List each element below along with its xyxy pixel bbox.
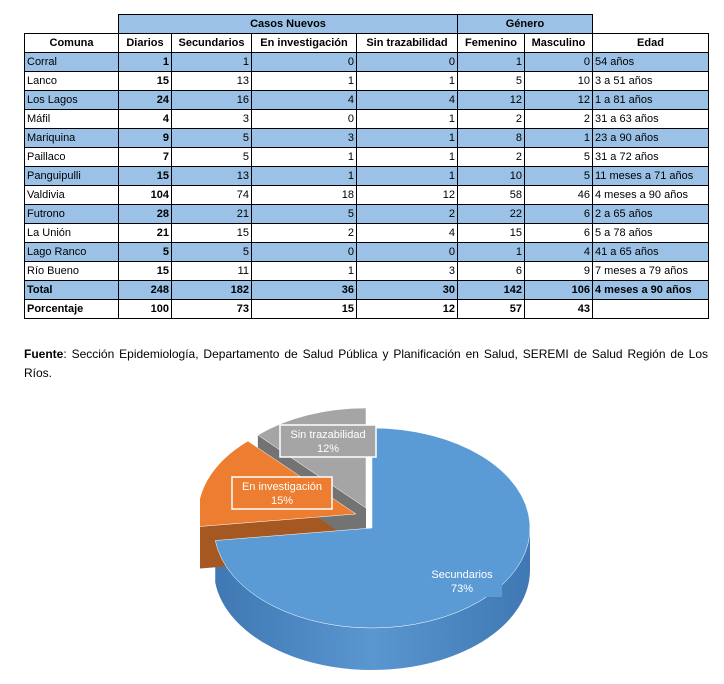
cell-comuna: Río Bueno — [25, 262, 119, 281]
cell-masculino: 46 — [525, 186, 593, 205]
cell-secundarios: 16 — [172, 91, 252, 110]
percentage-row — [25, 300, 709, 319]
cell-edad: 31 a 63 años — [593, 110, 709, 129]
cell-sin-trazabilidad: 0 — [357, 53, 458, 72]
cell-comuna: Máfil — [25, 110, 119, 129]
cell-femenino: 1 — [458, 243, 525, 262]
cell-comuna: Los Lagos — [25, 91, 119, 110]
cell-secundarios: 1 — [172, 53, 252, 72]
cell-secundarios: 74 — [172, 186, 252, 205]
cell-investigacion: 0 — [252, 243, 357, 262]
cell-sin-trazabilidad: 3 — [357, 262, 458, 281]
cell-edad: 11 meses a 71 años — [593, 167, 709, 186]
column-header-row — [25, 34, 709, 53]
cell-secundarios: 73 — [172, 300, 252, 319]
pie-label-sin-trazabilidad — [280, 425, 376, 457]
pie-label-name: En investigación — [241, 481, 323, 493]
cell-femenino: 12 — [458, 91, 525, 110]
cell-comuna: Total — [25, 281, 119, 300]
cases-table-body — [25, 15, 709, 319]
pie-label-value: 12% — [316, 443, 340, 455]
cell-masculino: 43 — [525, 300, 593, 319]
cell-sin-trazabilidad: 1 — [357, 148, 458, 167]
pie-label-secundarios — [422, 565, 502, 597]
cell-investigacion: 0 — [252, 53, 357, 72]
pie-label-name: Secundarios — [431, 569, 493, 581]
total-row — [25, 281, 709, 300]
cell-femenino: 1 — [458, 53, 525, 72]
source-text: : Sección Epidemiología, Departamento de Salud Pública y Planificación en Salud, SEREMI de Salud Región de Los Ríos. — [24, 347, 708, 380]
cell-comuna: La Unión — [25, 224, 119, 243]
table-row — [25, 110, 709, 129]
cell-edad: 4 meses a 90 años — [593, 186, 709, 205]
cell-sin-trazabilidad: 12 — [357, 300, 458, 319]
cell-sin-trazabilidad: 30 — [357, 281, 458, 300]
cell-diarios: 100 — [119, 300, 172, 319]
col-header-comuna: Comuna — [25, 34, 119, 53]
cell-masculino: 10 — [525, 72, 593, 91]
table-row — [25, 205, 709, 224]
cell-masculino: 0 — [525, 53, 593, 72]
cell-masculino: 1 — [525, 129, 593, 148]
cell-masculino: 9 — [525, 262, 593, 281]
pie-label-value: 73% — [450, 583, 474, 595]
cell-diarios: 21 — [119, 224, 172, 243]
cell-comuna: Valdivia — [25, 186, 119, 205]
cell-edad: 2 a 65 años — [593, 205, 709, 224]
cell-diarios: 104 — [119, 186, 172, 205]
cell-diarios: 5 — [119, 243, 172, 262]
cell-masculino: 6 — [525, 205, 593, 224]
cell-investigacion: 1 — [252, 262, 357, 281]
cell-secundarios: 13 — [172, 167, 252, 186]
cell-investigacion: 1 — [252, 72, 357, 91]
cell-masculino: 106 — [525, 281, 593, 300]
cell-sin-trazabilidad: 4 — [357, 224, 458, 243]
cell-investigacion: 4 — [252, 91, 357, 110]
cell-sin-trazabilidad: 12 — [357, 186, 458, 205]
cell-femenino: 142 — [458, 281, 525, 300]
cell-femenino: 2 — [458, 110, 525, 129]
cell-comuna: Futrono — [25, 205, 119, 224]
table-row — [25, 53, 709, 72]
cases-table — [24, 14, 709, 319]
table-row — [25, 186, 709, 205]
group-header-row — [25, 15, 709, 34]
cell-diarios: 1 — [119, 53, 172, 72]
cell-sin-trazabilidad: 4 — [357, 91, 458, 110]
cell-secundarios: 13 — [172, 72, 252, 91]
cell-comuna: Paillaco — [25, 148, 119, 167]
table-row — [25, 262, 709, 281]
source-note — [24, 345, 708, 383]
cell-comuna: Lago Ranco — [25, 243, 119, 262]
pie-label-en-investigación — [232, 477, 332, 509]
cell-diarios: 15 — [119, 72, 172, 91]
cell-edad: 3 a 51 años — [593, 72, 709, 91]
table-row — [25, 167, 709, 186]
cell-secundarios: 21 — [172, 205, 252, 224]
cell-femenino: 22 — [458, 205, 525, 224]
col-header-sin-trazabilidad: Sin trazabilidad — [357, 34, 458, 53]
cell-secundarios: 182 — [172, 281, 252, 300]
cell-edad — [593, 300, 709, 319]
cell-edad: 1 a 81 años — [593, 91, 709, 110]
cell-masculino: 2 — [525, 110, 593, 129]
cell-secundarios: 5 — [172, 243, 252, 262]
cell-investigacion: 15 — [252, 300, 357, 319]
pie-chart — [200, 400, 540, 680]
cell-femenino: 57 — [458, 300, 525, 319]
col-header-secundarios: Secundarios — [172, 34, 252, 53]
table-row — [25, 72, 709, 91]
cell-masculino: 12 — [525, 91, 593, 110]
col-header-femenino: Femenino — [458, 34, 525, 53]
cell-sin-trazabilidad: 2 — [357, 205, 458, 224]
group-header-genero: Género — [458, 15, 593, 34]
col-header-edad: Edad — [593, 34, 709, 53]
cell-edad: 54 años — [593, 53, 709, 72]
cell-edad: 31 a 72 años — [593, 148, 709, 167]
cell-sin-trazabilidad: 1 — [357, 167, 458, 186]
table-row — [25, 243, 709, 262]
cell-sin-trazabilidad: 1 — [357, 72, 458, 91]
group-header-casos: Casos Nuevos — [119, 15, 458, 34]
cell-femenino: 58 — [458, 186, 525, 205]
cell-investigacion: 5 — [252, 205, 357, 224]
cell-femenino: 8 — [458, 129, 525, 148]
cell-secundarios: 5 — [172, 129, 252, 148]
cell-edad: 23 a 90 años — [593, 129, 709, 148]
cell-secundarios: 3 — [172, 110, 252, 129]
cell-masculino: 5 — [525, 148, 593, 167]
cell-investigacion: 1 — [252, 148, 357, 167]
header-blank-right — [593, 15, 709, 34]
cell-sin-trazabilidad: 1 — [357, 129, 458, 148]
cell-diarios: 248 — [119, 281, 172, 300]
cell-secundarios: 11 — [172, 262, 252, 281]
cell-investigacion: 1 — [252, 167, 357, 186]
cell-diarios: 15 — [119, 262, 172, 281]
cell-femenino: 5 — [458, 72, 525, 91]
table-row — [25, 224, 709, 243]
cell-diarios: 15 — [119, 167, 172, 186]
cell-diarios: 24 — [119, 91, 172, 110]
source-label: Fuente — [24, 347, 64, 361]
table-row — [25, 148, 709, 167]
cell-masculino: 5 — [525, 167, 593, 186]
cell-sin-trazabilidad: 1 — [357, 110, 458, 129]
col-header-masculino: Masculino — [525, 34, 593, 53]
cell-secundarios: 5 — [172, 148, 252, 167]
cell-investigacion: 18 — [252, 186, 357, 205]
cell-comuna: Corral — [25, 53, 119, 72]
pie-label-name: Sin trazabilidad — [290, 429, 366, 441]
cell-edad: 41 a 65 años — [593, 243, 709, 262]
cell-diarios: 9 — [119, 129, 172, 148]
cell-diarios: 28 — [119, 205, 172, 224]
cell-edad: 7 meses a 79 años — [593, 262, 709, 281]
cell-comuna: Mariquina — [25, 129, 119, 148]
cell-masculino: 6 — [525, 224, 593, 243]
cell-comuna: Porcentaje — [25, 300, 119, 319]
col-header-investigacion: En investigación — [252, 34, 357, 53]
cell-diarios: 7 — [119, 148, 172, 167]
cell-sin-trazabilidad: 0 — [357, 243, 458, 262]
cell-femenino: 6 — [458, 262, 525, 281]
cell-femenino: 2 — [458, 148, 525, 167]
cell-comuna: Panguipulli — [25, 167, 119, 186]
header-blank-left — [25, 15, 119, 34]
cell-investigacion: 0 — [252, 110, 357, 129]
cell-masculino: 4 — [525, 243, 593, 262]
cell-secundarios: 15 — [172, 224, 252, 243]
cell-investigacion: 3 — [252, 129, 357, 148]
cell-comuna: Lanco — [25, 72, 119, 91]
cell-femenino: 15 — [458, 224, 525, 243]
cell-edad: 4 meses a 90 años — [593, 281, 709, 300]
cell-diarios: 4 — [119, 110, 172, 129]
col-header-diarios: Diarios — [119, 34, 172, 53]
cell-investigacion: 36 — [252, 281, 357, 300]
cell-edad: 5 a 78 años — [593, 224, 709, 243]
cell-investigacion: 2 — [252, 224, 357, 243]
table-row — [25, 91, 709, 110]
pie-label-value: 15% — [270, 495, 294, 507]
cell-femenino: 10 — [458, 167, 525, 186]
table-row — [25, 129, 709, 148]
